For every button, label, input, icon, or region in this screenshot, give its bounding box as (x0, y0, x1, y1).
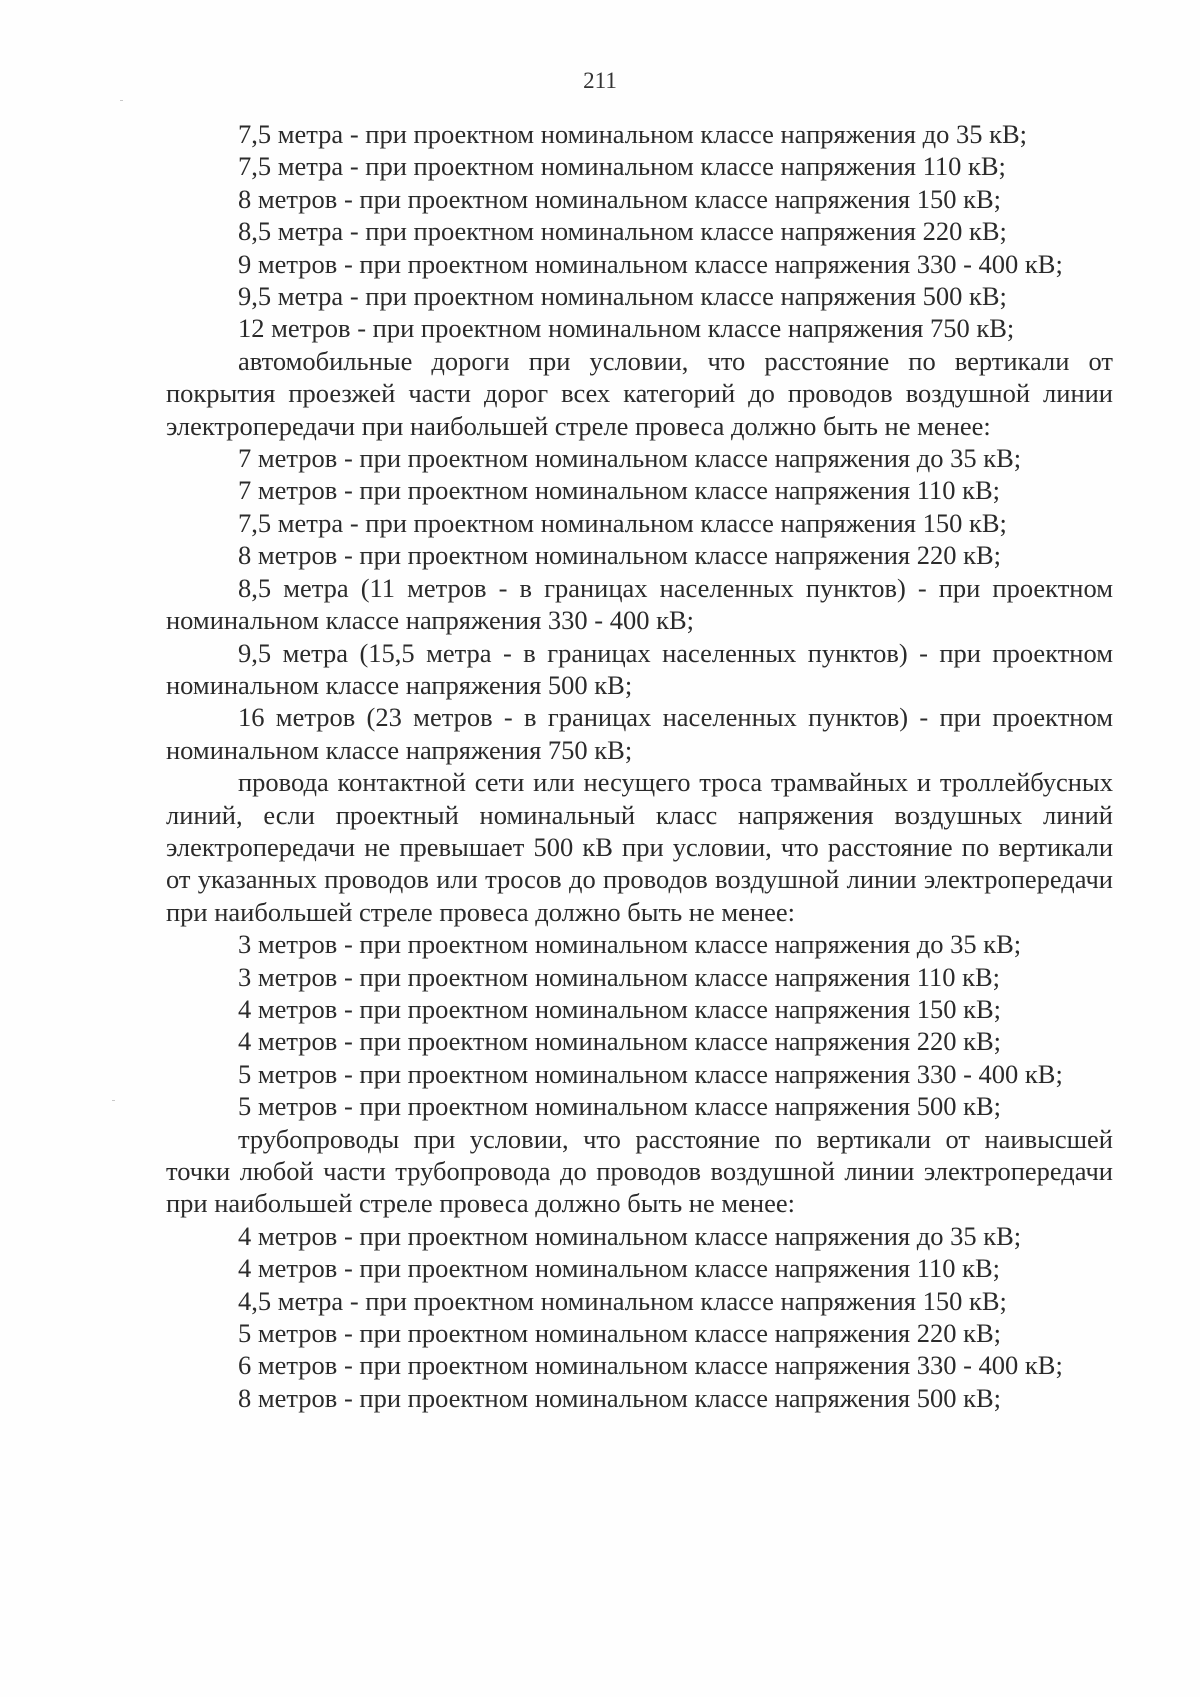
list-item: 7,5 метра - при проектном номинальном классе напряжения 150 кВ; (238, 507, 1007, 538)
list-item: 4 метров - при проектном номинальном классе напряжения 150 кВ; (238, 993, 1002, 1024)
list-item: 7 метров - при проектном номинальном классе напряжения до 35 кВ; (238, 443, 1022, 474)
list-item: 9,5 метра - при проектном номинальном классе напряжения 500 кВ; (238, 281, 1007, 312)
list-item: 4 метров - при проектном номинальном классе напряжения 110 кВ; (238, 1253, 1001, 1284)
section-paragraph: автомобильные дороги при условии, что расстояние по вертикали от покрытия проезжей части дорог всех категорий до проводов воздушной линии электропередачи при наибольшей стреле провеса должно быть не менее: (166, 345, 1113, 441)
list-item: 8 метров - при проектном номинальном классе напряжения 150 кВ; (238, 183, 1002, 214)
list-item: 8,5 метра (11 метров - в границах населенных пунктов) - при проектном номинальном классе напряжения 330 - 400 кВ; (166, 572, 1113, 636)
section-paragraph: трубопроводы при условии, что расстояние по вертикали от наивысшей точки любой части трубопровода до проводов воздушной линии электропередачи при наибольшей стреле провеса должно быть не менее: (166, 1123, 1113, 1219)
list-item: 7 метров - при проектном номинальном классе напряжения 110 кВ; (238, 475, 1001, 506)
list-item: 8 метров - при проектном номинальном классе напряжения 500 кВ; (238, 1382, 1002, 1413)
list-item: 3 метров - при проектном номинальном классе напряжения 110 кВ; (238, 961, 1001, 992)
list-item: 12 метров - при проектном номинальном классе напряжения 750 кВ; (238, 313, 1015, 344)
list-item: 7,5 метра - при проектном номинальном классе напряжения 110 кВ; (238, 151, 1006, 182)
list-item: 7,5 метра - при проектном номинальном классе напряжения до 35 кВ; (238, 119, 1027, 149)
list-item: 5 метров - при проектном номинальном классе напряжения 500 кВ; (238, 1091, 1002, 1122)
list-item: 5 метров - при проектном номинальном классе напряжения 220 кВ; (238, 1318, 1002, 1349)
list-item: 9,5 метра (15,5 метра - в границах населенных пунктов) - при проектном номинальном классе напряжения 500 кВ; (166, 637, 1113, 700)
list-item: 9 метров - при проектном номинальном классе напряжения 330 - 400 кВ; (238, 248, 1063, 279)
list-item: 4 метров - при проектном номинальном классе напряжения до 35 кВ; (238, 1220, 1022, 1251)
page-number: 211 (583, 68, 617, 93)
list-item: 16 метров (23 метров - в границах населенных пунктов) - при проектном номинальном классе напряжения 750 кВ; (166, 702, 1113, 765)
document-body (166, 118, 1113, 1414)
list-item: 8,5 метра - при проектном номинальном классе напряжения 220 кВ; (238, 216, 1007, 247)
list-item: 6 метров - при проектном номинальном классе напряжения 330 - 400 кВ; (238, 1350, 1063, 1381)
scan-mark (120, 100, 123, 101)
section-paragraph: провода контактной сети или несущего троса трамвайных и троллейбусных линий, если проектный номинальный класс напряжения воздушных линий электропередачи не превышает 500 кВ при условии, что расстояние по вертикали от указанных проводов или тросов до проводов воздушной линии электропередачи при наибольшей стреле провеса должно быть не менее: (166, 767, 1113, 927)
list-item: 4 метров - при проектном номинальном классе напряжения 220 кВ; (238, 1026, 1002, 1057)
scan-mark (112, 1100, 115, 1101)
list-item: 4,5 метра - при проектном номинальном классе напряжения 150 кВ; (238, 1285, 1007, 1316)
list-item: 3 метров - при проектном номинальном классе напряжения до 35 кВ; (238, 929, 1022, 960)
list-item: 5 метров - при проектном номинальном классе напряжения 330 - 400 кВ; (238, 1058, 1063, 1089)
list-item: 8 метров - при проектном номинальном классе напряжения 220 кВ; (238, 540, 1002, 571)
